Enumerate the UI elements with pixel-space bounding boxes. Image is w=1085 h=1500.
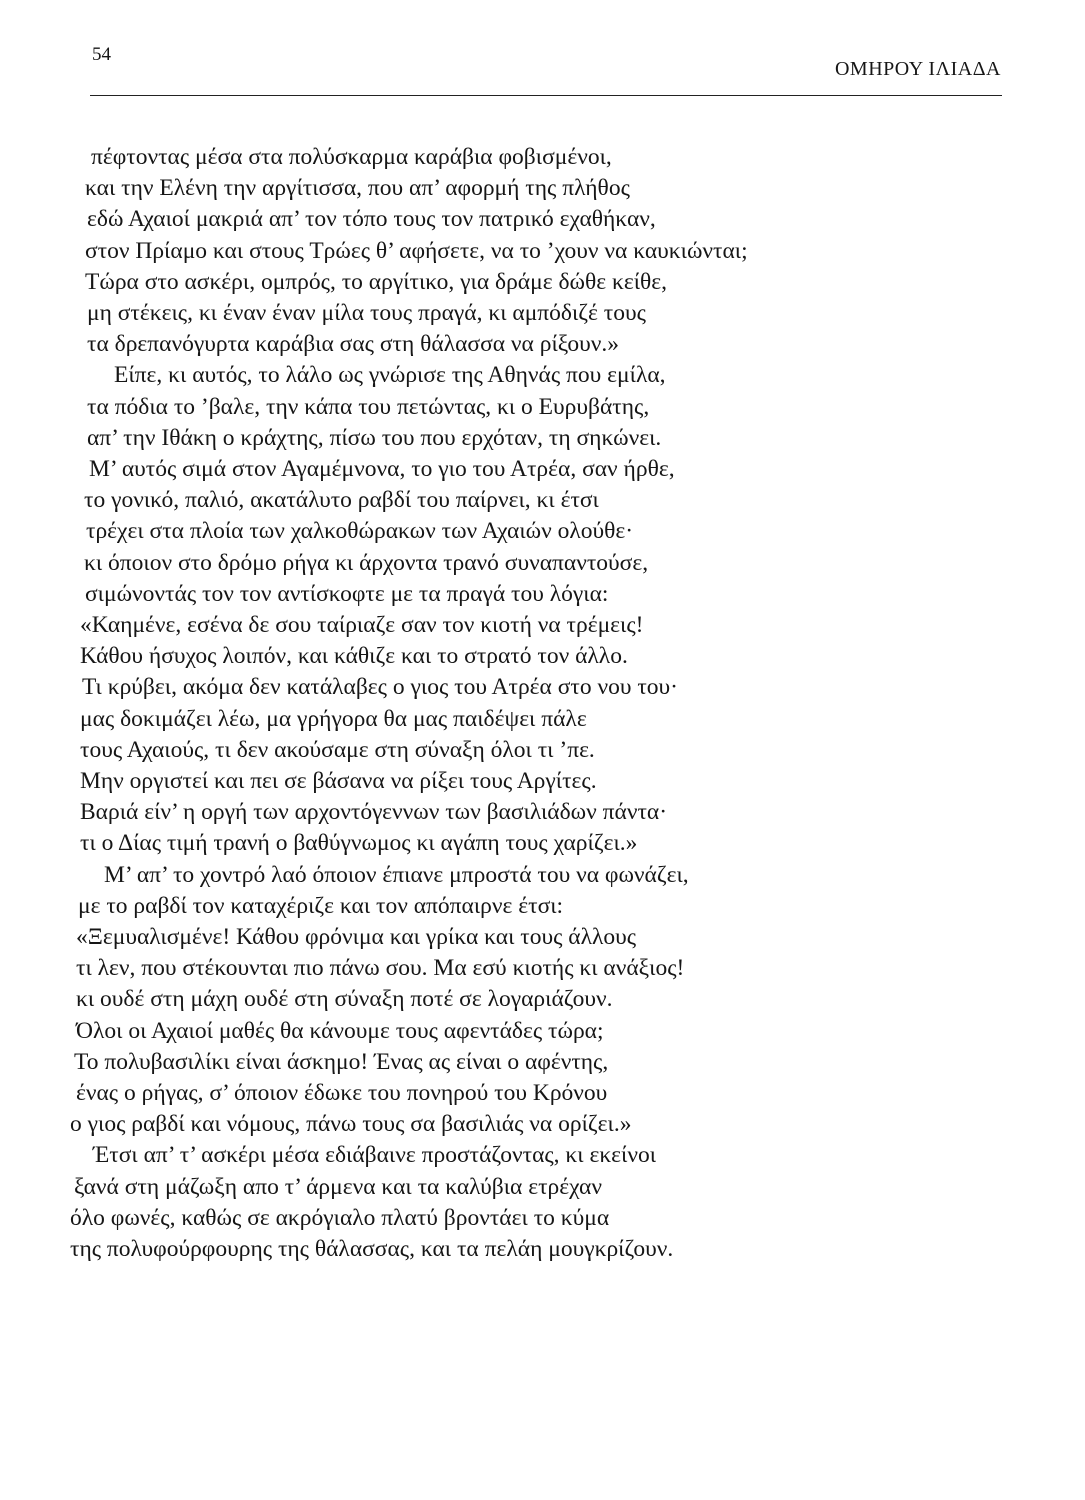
verse-line: «Ξεμυαλισμένε! Κάθου φρόνιμα και γρίκα και τους άλλους <box>76 924 637 950</box>
verse-line: Μ’ απ’ το χοντρό λαό όποιον έπιανε μπροστά του να φωνάζει, <box>104 861 689 888</box>
verse-line: εδώ Αχαιοί μακριά απ’ τον τόπο τους τον πατρικό εχαθήκαν, <box>87 206 656 233</box>
header-rule <box>90 95 1002 96</box>
running-title: ΟΜΗΡΟΥ ΙΛΙΑΔΑ <box>834 58 1001 80</box>
verse-line: ένας ο ρήγας, σ’ όποιον έδωκε του πονηρού του Κρόνου <box>76 1080 608 1106</box>
verse-line: μη στέκεις, κι έναν έναν μίλα τους πραγά, κι αμπόδιζέ τους <box>87 300 646 326</box>
verse-line: τρέχει στα πλοία των χαλκοθώρακων των Αχαιών ολούθε· <box>86 518 634 545</box>
verse-line: Μ’ αυτός σιμά στον Αγαμέμνονα, το γιο του Ατρέα, σαν ήρθε, <box>89 456 675 482</box>
verse-line: τι λεν, που στέκουνται πιο πάνω σου. Μα εσύ κιοτής κι ανάξιος! <box>76 955 685 982</box>
verse-line: τα πόδια το ’βαλε, την κάπα του πετώντας, κι ο Ευρυβάτης, <box>87 393 650 420</box>
verse-line: στον Πρίαμο και στους Τρώες θ’ αφήσετε, να το ’χουν να καυκιώνται; <box>85 237 748 264</box>
verse-line: ξανά στη μάζωξη απο τ’ άρμενα και τα καλύβια ετρέχαν <box>74 1173 602 1200</box>
verse-line: Είπε, κι αυτός, το λάλο ως γνώρισε της Αθηνάς που εμίλα, <box>114 362 666 389</box>
verse-line: Κάθου ήσυχος λοιπόν, και κάθιζε και το στρατό τον άλλο. <box>80 643 628 670</box>
verse-line: όλο φωνές, καθώς σε ακρόγιαλο πλατύ βροντάει το κύμα <box>70 1204 610 1231</box>
verse-line: Όλοι οι Αχαιοί μαθές θα κάνουμε τους αφεντάδες τώρα; <box>76 1017 604 1044</box>
verse-line: της πολυφούρφουρης της θάλασσας, και τα πελάη μουγκρίζουν. <box>70 1236 674 1262</box>
verse-line: κι όποιον στο δρόμο ρήγα κι άρχοντα τρανό συναπαντούσε, <box>84 549 649 576</box>
verse-line: ο γιος ραβδί και νόμους, πάνω τους σα βασιλιάς να ορίζει.» <box>70 1111 632 1138</box>
verse-line: σιμώνοντάς τον τον αντίσκοφτε με τα πραγά του λόγια: <box>85 580 609 607</box>
verse-line: τι ο Δίας τιμή τρανή ο βαθύγνωμος κι αγάπη τους χαρίζει.» <box>80 830 638 857</box>
verse-line: το γονικό, παλιό, ακατάλυτο ραβδί του παίρνει, κι έτσι <box>84 487 599 514</box>
verse-line: Το πολυβασιλίκι είναι άσκημο! Ένας ας είναι ο αφέντης, <box>74 1048 609 1075</box>
verse-line: τους Αχαιούς, τι δεν ακούσαμε στη σύναξη όλοι τι ’πε. <box>80 736 595 763</box>
verse-line: Έτσι απ’ τ’ ασκέρι μέσα εδιάβαινε προστάζοντας, κι εκείνοι <box>93 1142 657 1169</box>
verse-line: με το ραβδί τον καταχέριζε και τον απόπαιρνε έτσι: <box>78 892 564 919</box>
verse-line: Μην οργιστεί και πει σε βάσανα να ρίξει τους Αργίτες. <box>80 768 597 794</box>
verse-line: και την Ελένη την αργίτισσα, που απ’ αφορμή της πλήθος <box>85 175 630 202</box>
verse-line: Τώρα στο ασκέρι, ομπρός, το αργίτικο, για δράμε δώθε κείθε, <box>85 268 668 295</box>
verse-line: «Καημένε, εσένα δε σου ταίριαζε σαν τον κιοτή να τρέμεις! <box>80 612 644 638</box>
verse-line: Βαριά είν’ η οργή των αρχοντόγεννων των βασιλιάδων πάντα· <box>80 799 668 826</box>
verse-line: τα δρεπανόγυρτα καράβια σας στη θάλασσα να ρίξουν.» <box>87 331 620 358</box>
verse-line: μας δοκιμάζει λέω, μα γρήγορα θα μας παιδέψει πάλε <box>80 705 587 732</box>
verse-line: Τι κρύβει, ακόμα δεν κατάλαβες ο γιος του Ατρέα στο νου του· <box>82 674 679 701</box>
verse-line: πέφτοντας μέσα στα πολύσκαρμα καράβια φοβισμένοι, <box>91 144 612 170</box>
verse-line: απ’ την Ιθάκη ο κράχτης, πίσω του που ερχόταν, τη σηκώνει. <box>87 424 662 451</box>
page-number: 54 <box>92 44 111 65</box>
verse-line: κι ουδέ στη μάχη ουδέ στη σύναξη ποτέ σε λογαριάζουν. <box>76 986 613 1013</box>
